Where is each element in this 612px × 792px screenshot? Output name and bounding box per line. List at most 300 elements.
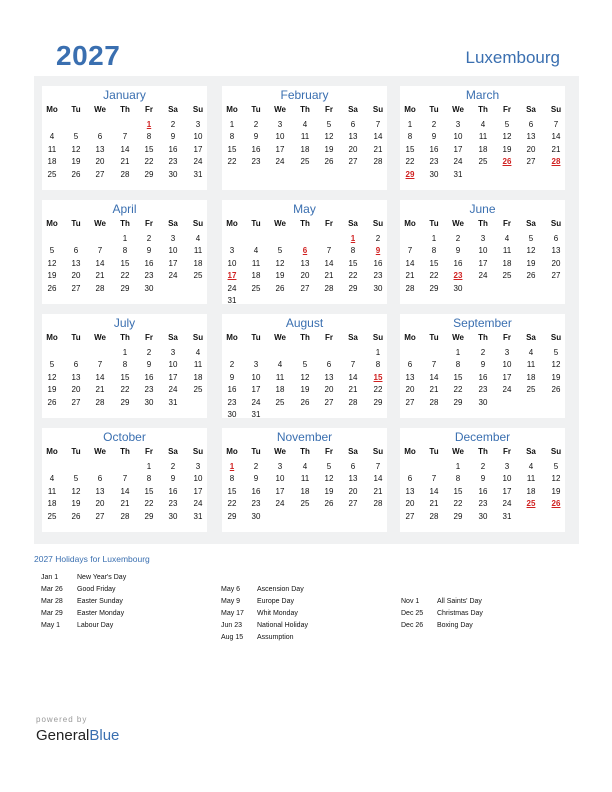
month-march: [400, 86, 565, 190]
calendar-day: 22: [144, 499, 154, 509]
calendar-day: 11: [251, 258, 261, 268]
weekday-header: Tu: [71, 447, 81, 456]
holiday-item: [41, 622, 113, 629]
month-july: [42, 314, 207, 418]
weekday-header: Fr: [325, 447, 333, 456]
calendar-day: 6: [350, 462, 356, 471]
month-name: October: [103, 430, 146, 444]
holiday-item: [401, 622, 473, 629]
calendar-day: 17: [193, 144, 203, 154]
calendar-day: 1: [407, 120, 413, 129]
calendar-day: 14: [324, 258, 334, 268]
holiday-date: 29: [405, 169, 415, 179]
calendar-day: 1: [146, 462, 152, 471]
holiday-date: 25: [526, 499, 536, 509]
month-june: [400, 200, 565, 304]
weekday-header: Tu: [71, 219, 81, 228]
weekday-header: Tu: [71, 105, 81, 114]
calendar-day: 6: [350, 120, 356, 129]
calendar-day: 31: [193, 511, 203, 521]
month-name: December: [454, 430, 511, 444]
calendar-day: 19: [551, 486, 561, 496]
calendar-day: 27: [71, 397, 81, 407]
holiday-name: Whit Monday: [257, 610, 298, 617]
calendar-day: 7: [97, 246, 103, 256]
calendar-day: 1: [375, 348, 381, 357]
month-name: May: [293, 202, 316, 216]
weekday-header: Mo: [404, 333, 416, 342]
calendar-day: 24: [168, 271, 178, 281]
calendar-day: 30: [144, 283, 154, 293]
calendar-day: 21: [95, 385, 105, 395]
calendar-day: 12: [275, 258, 285, 268]
calendar-day: 10: [478, 246, 488, 256]
weekday-header: Su: [550, 447, 562, 456]
calendar-day: 12: [71, 486, 81, 496]
calendar-day: 14: [95, 372, 105, 382]
calendar-day: 30: [144, 397, 154, 407]
holiday-name: Easter Sunday: [77, 598, 123, 605]
weekday-header: Fr: [145, 333, 153, 342]
calendar-day: 14: [551, 132, 561, 142]
calendar-day: 29: [144, 169, 154, 179]
calendar-day: 13: [526, 132, 536, 142]
calendar-day: 19: [324, 144, 334, 154]
weekday-header: Su: [550, 105, 562, 114]
calendar-day: 29: [120, 283, 130, 293]
holiday-date-label: Aug 15: [221, 634, 244, 641]
calendar-day: 2: [375, 234, 381, 243]
weekday-header: Fr: [503, 447, 511, 456]
calendar-day: 22: [227, 499, 237, 509]
calendar-day: 14: [120, 144, 130, 154]
calendar-day: 24: [453, 157, 463, 167]
calendar-day: 28: [120, 511, 130, 521]
holiday-name: National Holiday: [257, 622, 308, 629]
weekday-header: Tu: [429, 105, 439, 114]
calendar-day: 18: [251, 271, 261, 281]
calendar-day: 16: [429, 144, 439, 154]
calendar-day: 25: [193, 271, 203, 281]
calendar-day: 7: [350, 360, 356, 370]
holiday-item: [41, 610, 124, 617]
calendar-day: 20: [405, 499, 415, 509]
weekday-header: Tu: [251, 447, 261, 456]
calendar-day: 10: [502, 360, 512, 370]
calendar-day: 6: [553, 234, 559, 243]
calendar-day: 21: [120, 499, 130, 509]
calendar-day: 28: [429, 397, 439, 407]
calendar-day: 16: [168, 144, 178, 154]
calendar-day: 27: [348, 157, 358, 167]
calendar-day: 23: [429, 157, 439, 167]
calendar-day: 7: [326, 246, 332, 256]
calendar-day: 27: [95, 169, 105, 179]
holiday-date-label: Mar 29: [41, 610, 63, 617]
weekday-header: Th: [300, 105, 310, 114]
holiday-date-label: Jan 1: [41, 574, 59, 581]
holiday-item: [221, 598, 294, 605]
country-title: Luxembourg: [465, 48, 560, 67]
calendar-day: 6: [73, 246, 79, 256]
calendar-day: 18: [193, 258, 203, 268]
calendar-day: 13: [300, 258, 310, 268]
calendar-day: 19: [71, 499, 81, 509]
calendar-day: 12: [47, 372, 57, 382]
weekday-header: We: [452, 447, 464, 456]
holiday-date: 23: [453, 271, 463, 281]
calendar-day: 2: [480, 348, 486, 357]
calendar-day: 21: [429, 385, 439, 395]
weekday-header: We: [94, 333, 106, 342]
holiday-date: 9: [375, 246, 381, 256]
calendar-day: 9: [480, 360, 486, 370]
calendar-day: 31: [193, 169, 203, 179]
calendar-day: 13: [348, 474, 358, 484]
calendar-day: 7: [97, 360, 103, 370]
weekday-header: Fr: [503, 333, 511, 342]
calendar-day: 3: [504, 348, 510, 357]
holiday-item: [221, 610, 298, 617]
calendar-day: 6: [407, 474, 413, 484]
calendar-day: 28: [373, 499, 383, 509]
calendar-day: 26: [47, 397, 57, 407]
calendar-day: 20: [71, 271, 81, 281]
weekday-header: Sa: [526, 219, 536, 228]
holiday-date-label: May 17: [221, 610, 244, 617]
calendar-day: 5: [302, 360, 308, 370]
calendar-day: 1: [122, 348, 128, 357]
calendar-day: 3: [195, 462, 201, 471]
calendar-day: 15: [453, 372, 463, 382]
calendar-day: 18: [526, 372, 536, 382]
weekday-header: Su: [550, 219, 562, 228]
calendar-day: 19: [502, 144, 512, 154]
calendar-day: 25: [300, 499, 310, 509]
calendar-day: 10: [275, 132, 285, 142]
calendar-day: 3: [504, 462, 510, 471]
calendar-day: 25: [251, 283, 261, 293]
calendar-day: 10: [193, 474, 203, 484]
calendar-day: 30: [429, 169, 439, 179]
calendar-day: 6: [407, 360, 413, 370]
calendar-day: 10: [275, 474, 285, 484]
calendar-day: 5: [553, 462, 559, 471]
calendar-day: 13: [551, 246, 561, 256]
holiday-item: [401, 598, 482, 605]
calendar-day: 9: [253, 132, 259, 142]
holiday-name: Easter Monday: [77, 610, 125, 617]
calendar-day: 8: [350, 246, 356, 256]
calendar-day: 31: [453, 169, 463, 179]
holiday-date: 28: [551, 157, 561, 167]
holiday-name: All Saints' Day: [437, 598, 482, 605]
calendar-day: 18: [300, 486, 310, 496]
calendar-day: 26: [71, 169, 81, 179]
calendar-day: 13: [95, 144, 105, 154]
calendar-day: 11: [526, 360, 536, 370]
calendar-day: 17: [275, 486, 285, 496]
holiday-date-label: Jun 23: [221, 622, 243, 629]
calendar-day: 13: [71, 372, 81, 382]
weekday-header: We: [274, 333, 286, 342]
calendar-day: 4: [302, 120, 308, 129]
calendar-day: 20: [95, 157, 105, 167]
calendar-day: 17: [193, 486, 203, 496]
calendar-day: 29: [453, 511, 463, 521]
weekday-header: Su: [372, 447, 384, 456]
calendar-day: 30: [453, 283, 463, 293]
holiday-item: [41, 586, 116, 593]
calendar-day: 17: [478, 258, 488, 268]
calendar-day: 15: [453, 486, 463, 496]
calendar-day: 5: [49, 360, 55, 370]
calendar-day: 3: [170, 234, 176, 243]
calendar-day: 27: [300, 283, 310, 293]
calendar-day: 21: [405, 271, 415, 281]
weekday-header: Su: [372, 105, 384, 114]
weekday-header: Mo: [226, 219, 238, 228]
calendar-day: 13: [405, 372, 415, 382]
calendar-day: 29: [453, 397, 463, 407]
calendar-day: 1: [229, 120, 235, 129]
calendar-day: 5: [326, 120, 332, 129]
calendar-day: 22: [405, 157, 415, 167]
calendar-day: 20: [71, 385, 81, 395]
calendar-day: 31: [502, 511, 512, 521]
weekday-header: Th: [300, 219, 310, 228]
weekday-header: Mo: [226, 447, 238, 456]
weekday-header: Sa: [348, 447, 358, 456]
calendar-day: 27: [348, 499, 358, 509]
month-name: September: [453, 316, 512, 330]
calendar-day: 2: [253, 462, 259, 471]
calendar-day: 13: [95, 486, 105, 496]
weekday-header: Mo: [46, 333, 58, 342]
calendar-day: 8: [455, 474, 461, 484]
weekday-header: Mo: [46, 219, 58, 228]
calendar-day: 22: [429, 271, 439, 281]
calendar-day: 14: [429, 486, 439, 496]
holiday-date: 26: [551, 499, 561, 509]
calendar-day: 23: [373, 271, 383, 281]
calendar-day: 19: [324, 486, 334, 496]
generalblue-logo[interactable]: [36, 727, 119, 744]
calendar-day: 4: [480, 120, 486, 129]
calendar-day: 7: [375, 120, 381, 129]
calendar-day: 11: [300, 474, 310, 484]
calendar-day: 12: [324, 474, 334, 484]
calendar-day: 25: [275, 397, 285, 407]
weekday-header: Th: [120, 447, 130, 456]
calendar-day: 19: [526, 258, 536, 268]
weekday-header: Sa: [168, 447, 178, 456]
calendar-day: 26: [300, 397, 310, 407]
calendar-day: 13: [324, 372, 334, 382]
calendar-day: 17: [502, 372, 512, 382]
weekday-header: Mo: [46, 447, 58, 456]
calendar-day: 5: [504, 120, 510, 129]
calendar-day: 14: [373, 132, 383, 142]
calendar-day: 24: [502, 385, 512, 395]
calendar-day: 30: [478, 397, 488, 407]
calendar-day: 16: [227, 385, 237, 395]
calendar-day: 18: [47, 499, 57, 509]
calendar-day: 20: [405, 385, 415, 395]
weekday-header: Sa: [168, 105, 178, 114]
calendar-day: 30: [168, 511, 178, 521]
weekday-header: Fr: [503, 219, 511, 228]
calendar-day: 4: [504, 234, 510, 243]
weekday-header: Su: [372, 333, 384, 342]
calendar-day: 16: [168, 486, 178, 496]
weekday-header: Tu: [429, 447, 439, 456]
calendar-day: 29: [120, 397, 130, 407]
calendar-day: 18: [275, 385, 285, 395]
weekday-header: We: [452, 333, 464, 342]
calendar-day: 22: [120, 271, 130, 281]
calendar-day: 2: [146, 234, 152, 243]
calendar-day: 22: [144, 157, 154, 167]
calendar-day: 11: [300, 132, 310, 142]
calendar-day: 12: [551, 360, 561, 370]
calendar-day: 19: [47, 385, 57, 395]
calendar-day: 2: [146, 348, 152, 357]
calendar-day: 5: [73, 132, 79, 142]
calendar-day: 23: [168, 157, 178, 167]
calendar-day: 26: [551, 385, 561, 395]
weekday-header: Th: [120, 105, 130, 114]
calendar-day: 10: [453, 132, 463, 142]
calendar-day: 8: [407, 132, 413, 142]
weekday-header: Sa: [348, 333, 358, 342]
calendar-day: 27: [324, 397, 334, 407]
month-october: [42, 428, 207, 532]
weekday-header: Th: [478, 447, 488, 456]
calendar-day: 8: [229, 474, 235, 484]
weekday-header: Su: [192, 105, 204, 114]
month-april: [42, 200, 207, 304]
calendar-day: 9: [170, 474, 176, 484]
calendar-day: 22: [348, 271, 358, 281]
weekday-header: Sa: [526, 105, 536, 114]
calendar-day: 15: [227, 486, 237, 496]
calendar-day: 20: [300, 271, 310, 281]
month-name: February: [280, 88, 329, 102]
weekday-header: Th: [300, 447, 310, 456]
calendar-day: 21: [348, 385, 358, 395]
calendar-day: 27: [551, 271, 561, 281]
calendar-day: 19: [300, 385, 310, 395]
weekday-header: Mo: [226, 333, 238, 342]
weekday-header: Fr: [325, 333, 333, 342]
calendar-day: 21: [324, 271, 334, 281]
calendar-day: 28: [95, 283, 105, 293]
holiday-date-label: May 6: [221, 586, 241, 593]
weekday-header: Su: [192, 219, 204, 228]
weekday-header: Mo: [404, 219, 416, 228]
weekday-header: We: [94, 105, 106, 114]
holiday-name: Assumption: [257, 634, 294, 641]
holiday-item: [401, 610, 483, 617]
month-january: [42, 86, 207, 190]
calendar-day: 23: [168, 499, 178, 509]
holiday-name: Europe Day: [257, 598, 294, 605]
calendar-day: 22: [373, 385, 383, 395]
holiday-date: 1: [146, 120, 152, 129]
calendar-day: 25: [193, 385, 203, 395]
weekday-header: Su: [192, 333, 204, 342]
calendar-day: 12: [526, 246, 536, 256]
calendar-day: 11: [47, 486, 57, 496]
calendar-day: 30: [227, 410, 237, 419]
calendar-day: 27: [405, 511, 415, 521]
calendar-day: 18: [502, 258, 512, 268]
calendar-day: 10: [168, 360, 178, 370]
weekday-header: Fr: [325, 105, 333, 114]
calendar-day: 5: [326, 462, 332, 471]
weekday-header: We: [274, 447, 286, 456]
month-name: March: [465, 88, 500, 102]
calendar-day: 25: [502, 271, 512, 281]
calendar-day: 26: [526, 271, 536, 281]
calendar-day: 28: [429, 511, 439, 521]
weekday-header: Th: [120, 219, 130, 228]
weekday-header: Sa: [526, 333, 536, 342]
holiday-date-label: Dec 25: [401, 610, 424, 617]
calendar-day: 4: [302, 462, 308, 471]
holiday-date-label: Dec 26: [401, 622, 424, 629]
calendar-day: 14: [120, 486, 130, 496]
month-name: July: [113, 316, 136, 330]
calendar-day: 7: [407, 246, 413, 256]
calendar-day: 8: [431, 246, 437, 256]
weekday-header: Mo: [404, 105, 416, 114]
month-august: [222, 314, 387, 418]
calendar-day: 15: [144, 144, 154, 154]
calendar-day: 16: [373, 258, 383, 268]
calendar-day: 13: [348, 132, 358, 142]
calendar-day: 23: [251, 499, 261, 509]
weekday-header: Fr: [145, 219, 153, 228]
calendar-day: 8: [146, 474, 152, 484]
calendar-day: 8: [122, 360, 128, 370]
calendar-day: 6: [528, 120, 534, 129]
calendar-day: 26: [47, 283, 57, 293]
holiday-date: 26: [502, 157, 512, 167]
calendar-day: 11: [193, 246, 203, 256]
calendar-day: 12: [47, 258, 57, 268]
weekday-header: Tu: [429, 333, 439, 342]
calendar-day: 25: [526, 385, 536, 395]
calendar-day: 21: [120, 157, 130, 167]
calendar-day: 28: [324, 283, 334, 293]
calendar-day: 17: [453, 144, 463, 154]
weekday-header: Mo: [404, 447, 416, 456]
calendar-day: 24: [275, 157, 285, 167]
calendar-day: 23: [478, 385, 488, 395]
calendar-day: 14: [429, 372, 439, 382]
calendar-day: 16: [251, 486, 261, 496]
calendar-day: 11: [275, 372, 285, 382]
holiday-date: 1: [229, 462, 235, 471]
weekday-header: Sa: [348, 105, 358, 114]
calendar-day: 22: [120, 385, 130, 395]
calendar-day: 28: [373, 157, 383, 167]
calendar-day: 3: [253, 360, 259, 370]
calendar-day: 17: [168, 372, 178, 382]
calendar-day: 3: [229, 246, 235, 256]
